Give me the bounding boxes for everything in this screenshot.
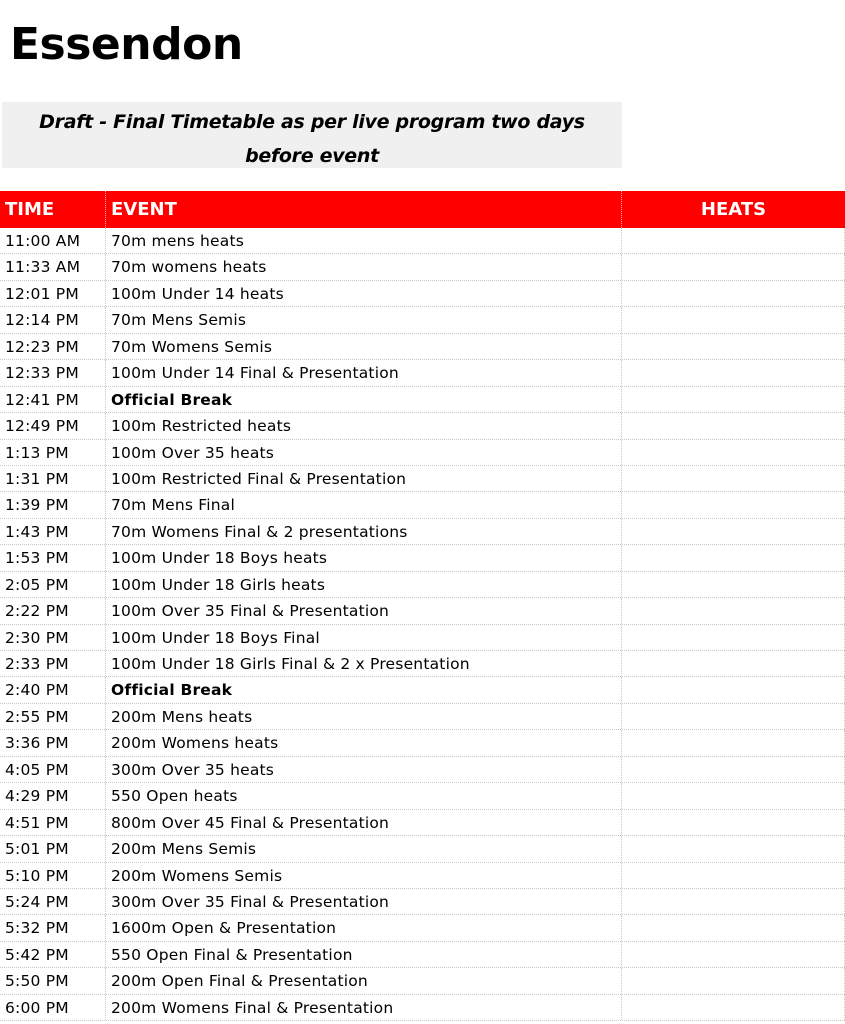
heats-cell [622,836,845,861]
time-cell: 2:33 PM [0,651,106,676]
table-row [0,968,845,994]
heats-cell [622,334,845,359]
time-cell: 2:30 PM [0,625,106,650]
table-header-row [0,191,845,228]
page-title: Essendon [10,19,243,70]
event-cell: 300m Over 35 Final & Presentation [106,889,622,914]
subtitle-banner [2,102,622,168]
heats-cell [622,783,845,808]
event-cell: 550 Open heats [106,783,622,808]
heats-cell [622,677,845,702]
time-cell: 11:00 AM [0,228,106,253]
time-cell: 1:53 PM [0,545,106,570]
time-cell: 2:55 PM [0,704,106,729]
table-row [0,730,845,756]
heats-cell [622,519,845,544]
heats-cell [622,492,845,517]
event-cell: 200m Womens heats [106,730,622,755]
time-cell: 5:50 PM [0,968,106,993]
table-row [0,915,845,941]
heats-cell [622,651,845,676]
event-cell: 300m Over 35 heats [106,757,622,782]
break-event-cell: Official Break [106,387,622,412]
table-row [0,942,845,968]
time-cell: 5:32 PM [0,915,106,940]
table-row [0,783,845,809]
heats-cell [622,598,845,623]
time-cell: 12:49 PM [0,413,106,438]
table-row [0,757,845,783]
event-cell: 70m Womens Semis [106,334,622,359]
event-cell: 100m Under 18 Boys heats [106,545,622,570]
table-body [0,228,845,1021]
table-row [0,440,845,466]
time-cell: 5:24 PM [0,889,106,914]
event-cell: 100m Restricted Final & Presentation [106,466,622,491]
time-cell: 5:42 PM [0,942,106,967]
table-row [0,863,845,889]
event-cell: 100m Under 18 Girls Final & 2 x Presentation [106,651,622,676]
heats-cell [622,889,845,914]
heats-cell [622,968,845,993]
event-cell: 200m Womens Final & Presentation [106,995,622,1020]
heats-cell [622,730,845,755]
heats-cell [622,995,845,1020]
time-cell: 12:01 PM [0,281,106,306]
time-cell: 1:13 PM [0,440,106,465]
time-cell: 6:00 PM [0,995,106,1020]
timetable [0,191,845,1021]
column-header-event: EVENT [106,191,622,228]
time-cell: 4:51 PM [0,810,106,835]
heats-cell [622,413,845,438]
time-cell: 12:23 PM [0,334,106,359]
event-cell: 70m Mens Semis [106,307,622,332]
table-row [0,625,845,651]
time-cell: 1:31 PM [0,466,106,491]
event-cell: 100m Under 14 heats [106,281,622,306]
heats-cell [622,228,845,253]
table-row [0,360,845,386]
table-row [0,836,845,862]
event-cell: 70m Mens Final [106,492,622,517]
table-row [0,889,845,915]
heats-cell [622,757,845,782]
table-row [0,254,845,280]
time-cell: 1:39 PM [0,492,106,517]
time-cell: 5:01 PM [0,836,106,861]
time-cell: 2:05 PM [0,572,106,597]
column-header-heats: HEATS [700,199,767,220]
table-row [0,572,845,598]
heats-cell [622,281,845,306]
heats-cell [622,863,845,888]
table-row [0,334,845,360]
table-row [0,281,845,307]
time-cell: 2:40 PM [0,677,106,702]
heats-cell [622,387,845,412]
subtitle-line-1: Draft - Final Timetable as per live program two days [39,111,585,133]
event-cell: 70m mens heats [106,228,622,253]
heats-cell [622,704,845,729]
table-row [0,492,845,518]
event-cell: 100m Over 35 heats [106,440,622,465]
table-row [0,413,845,439]
time-cell: 11:33 AM [0,254,106,279]
heats-cell [622,360,845,385]
heats-cell [622,625,845,650]
table-row [0,228,845,254]
table-row [0,387,845,413]
event-cell: 1600m Open & Presentation [106,915,622,940]
event-cell: 100m Over 35 Final & Presentation [106,598,622,623]
time-cell: 4:29 PM [0,783,106,808]
event-cell: 100m Under 14 Final & Presentation [106,360,622,385]
event-cell: 550 Open Final & Presentation [106,942,622,967]
column-header-time: TIME [0,191,106,228]
event-cell: 200m Mens Semis [106,836,622,861]
event-cell: 70m Womens Final & 2 presentations [106,519,622,544]
event-cell: 100m Under 18 Girls heats [106,572,622,597]
heats-cell [622,466,845,491]
time-cell: 5:10 PM [0,863,106,888]
heats-cell [622,810,845,835]
time-cell: 12:33 PM [0,360,106,385]
time-cell: 4:05 PM [0,757,106,782]
heats-cell [622,942,845,967]
heats-cell [622,545,845,570]
event-cell: 800m Over 45 Final & Presentation [106,810,622,835]
time-cell: 12:14 PM [0,307,106,332]
time-cell: 3:36 PM [0,730,106,755]
table-row [0,704,845,730]
heats-cell [622,572,845,597]
time-cell: 1:43 PM [0,519,106,544]
table-row [0,651,845,677]
time-cell: 12:41 PM [0,387,106,412]
heats-cell [622,440,845,465]
table-row [0,995,845,1021]
event-cell: 200m Open Final & Presentation [106,968,622,993]
table-row [0,307,845,333]
time-cell: 2:22 PM [0,598,106,623]
table-row [0,598,845,624]
heats-cell [622,254,845,279]
heats-cell [622,307,845,332]
event-cell: 100m Under 18 Boys Final [106,625,622,650]
event-cell: 100m Restricted heats [106,413,622,438]
event-cell: 70m womens heats [106,254,622,279]
break-event-cell: Official Break [106,677,622,702]
event-cell: 200m Mens heats [106,704,622,729]
table-row [0,677,845,703]
table-row [0,810,845,836]
subtitle-line-2: before event [245,145,379,167]
event-cell: 200m Womens Semis [106,863,622,888]
table-row [0,545,845,571]
heats-cell [622,915,845,940]
table-row [0,519,845,545]
table-row [0,466,845,492]
